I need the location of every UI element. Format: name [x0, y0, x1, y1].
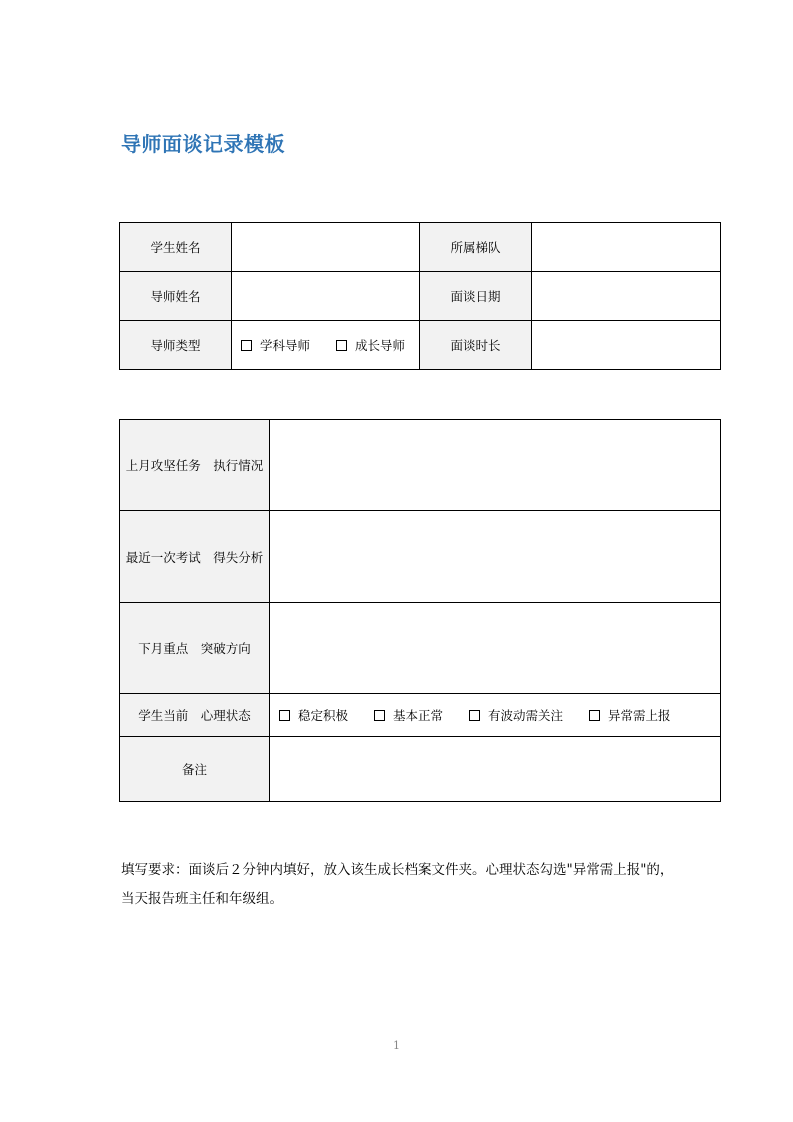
mentor-type-checkbox[interactable] [336, 336, 405, 354]
mental-label: 学生当前 心理状态 [120, 694, 270, 737]
checkbox-icon [241, 340, 252, 351]
task-label: 上月攻坚任务 执行情况 [120, 420, 270, 511]
date-label: 面谈日期 [420, 272, 532, 321]
focus-field[interactable] [270, 603, 721, 694]
checkbox-icon [469, 710, 480, 721]
option-label: 有波动需关注 [488, 708, 564, 723]
option-label: 基本正常 [393, 708, 444, 723]
mentor-name-label: 导师姓名 [120, 272, 232, 321]
page-title: 导师面谈记录模板 [121, 132, 285, 156]
option-label: 成长导师 [355, 338, 406, 353]
page-number: 1 [393, 1039, 400, 1052]
table-row [120, 420, 721, 511]
info-table [119, 222, 721, 370]
table-row [120, 603, 721, 694]
mental-state-checkbox[interactable] [469, 706, 563, 724]
focus-label: 下月重点 突破方向 [120, 603, 270, 694]
table-row [120, 223, 721, 272]
mental-state-checkbox[interactable] [589, 706, 671, 724]
exam-field[interactable] [270, 511, 721, 603]
option-label: 异常需上报 [608, 708, 671, 723]
checkbox-icon [336, 340, 347, 351]
mentor-type-label: 导师类型 [120, 321, 232, 370]
table-row [120, 272, 721, 321]
duration-field[interactable] [532, 321, 721, 370]
table-row [120, 511, 721, 603]
task-field[interactable] [270, 420, 721, 511]
team-label: 所属梯队 [420, 223, 532, 272]
mental-options [270, 694, 721, 737]
mentor-type-options [232, 321, 420, 370]
fill-instructions: 填写要求：面谈后２分钟内填好，放入该生成长档案文件夹。心理状态勾选"异常需上报"的，当天报告班主任和年级组。 [121, 862, 674, 907]
checkbox-icon [374, 710, 385, 721]
checkbox-icon [279, 710, 290, 721]
team-field[interactable] [532, 223, 721, 272]
table-row [120, 321, 721, 370]
date-field[interactable] [532, 272, 721, 321]
student-name-field[interactable] [232, 223, 420, 272]
table-row [120, 694, 721, 737]
option-label: 学科导师 [260, 338, 311, 353]
table-row [120, 737, 721, 802]
mentor-name-field[interactable] [232, 272, 420, 321]
detail-table [119, 419, 721, 802]
mentor-type-checkbox[interactable] [241, 336, 310, 354]
remark-label: 备注 [120, 737, 270, 802]
student-name-label: 学生姓名 [120, 223, 232, 272]
duration-label: 面谈时长 [420, 321, 532, 370]
remark-field[interactable] [270, 737, 721, 802]
exam-label: 最近一次考试 得失分析 [120, 511, 270, 603]
checkbox-icon [589, 710, 600, 721]
mental-state-checkbox[interactable] [374, 706, 443, 724]
option-label: 稳定积极 [298, 708, 349, 723]
mental-state-checkbox[interactable] [279, 706, 348, 724]
